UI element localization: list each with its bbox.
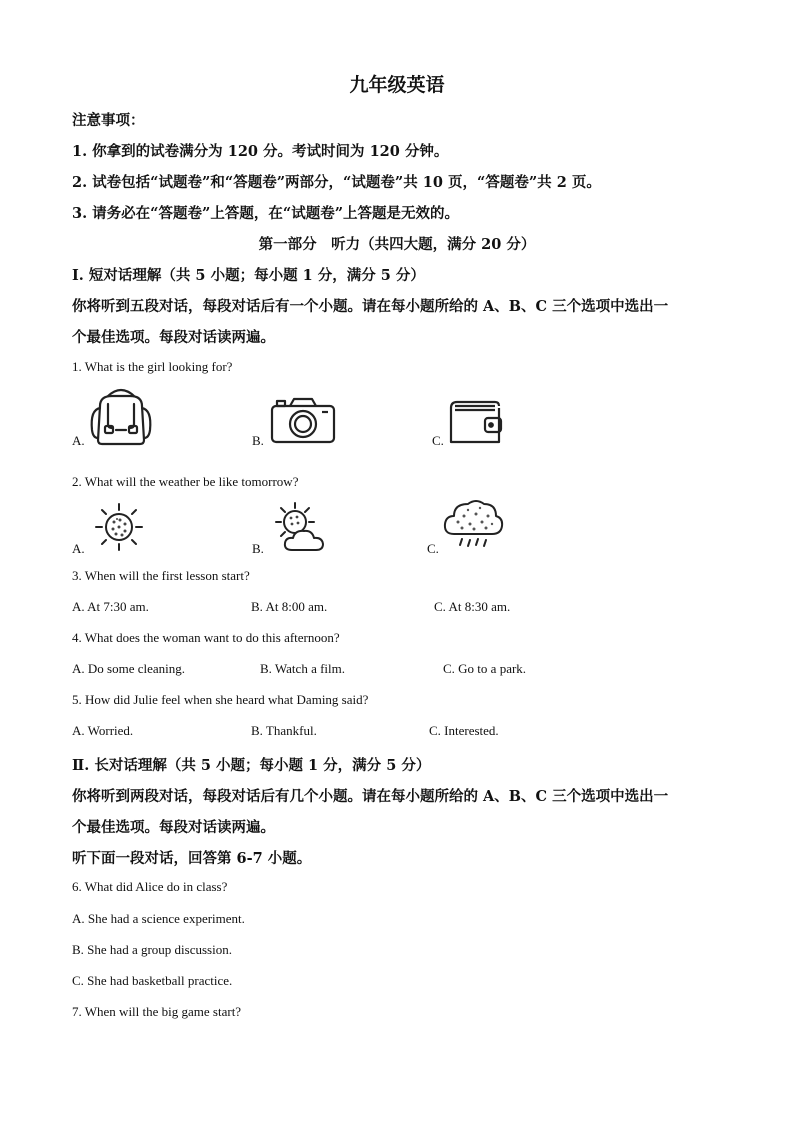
q5-option-c: C. Interested. [429,723,499,738]
q1-option-b-label: B. [252,433,264,448]
sun-cloud-icon [270,500,330,556]
q2-option-a-label: A. [72,541,85,556]
notice-item-3: 3. 请务必在“答题卷”上答题，在“试题卷”上答题是无效的。 [72,205,460,222]
q6-option-b: B. She had a group discussion. [72,942,232,957]
notice-item-2: 2. 试卷包括“试题卷”和“答题卷”两部分，“试题卷”共 10 页，“答题卷”共 2 页。 [72,174,601,191]
backpack-icon [86,386,156,448]
notice-heading: 注意事项： [72,112,145,129]
question-2: 2. What will the weather be like tomorrow? [72,474,299,489]
page-title: 九年级英语 [349,74,445,96]
q1-option-a-label: A. [72,433,85,448]
q3-option-c: C. At 8:30 am. [434,599,511,614]
section1-instructions-line1: 你将听到五段对话，每段对话后有一个小题。请在每小题所给的 A、B、C 三个选项中选出一 [72,298,669,315]
listen-note: 听下面一段对话，回答第 6-7 小题。 [72,850,312,867]
q2-option-b-label: B. [252,541,264,556]
question-5: 5. How did Julie feel when she heard what Daming said? [72,692,369,707]
section1-instructions-line2: 个最佳选项。每段对话读两遍。 [72,329,275,346]
q4-option-c: C. Go to a park. [443,661,527,676]
notice-item-1: 1. 你拿到的试卷满分为 120 分。考试时间为 120 分钟。 [72,143,449,160]
q2-option-c-label: C. [427,541,439,556]
section2-title: Ⅱ. 长对话理解（共 5 小题；每小题 1 分，满分 5 分） [72,757,431,774]
q1-option-c-label: C. [432,433,444,448]
q6-option-c: C. She had basketball practice. [72,973,233,988]
wallet-icon [447,398,503,446]
question-4: 4. What does the woman want to do this afternoon? [72,630,340,645]
q6-option-a: A. She had a science experiment. [72,911,245,926]
part1-title: 第一部分 听力（共四大题，满分 20 分） [258,236,536,253]
section2-instructions-line2: 个最佳选项。每段对话读两遍。 [72,819,275,836]
q5-option-b: B. Thankful. [251,723,317,738]
section2-instructions-line1: 你将听到两段对话，每段对话后有几个小题。请在每小题所给的 A、B、C 三个选项中选出一 [72,788,669,805]
q4-option-b: B. Watch a film. [260,661,346,676]
q3-option-a: A. At 7:30 am. [72,599,149,614]
question-7: 7. When will the big game start? [72,1004,242,1019]
q3-option-b: B. At 8:00 am. [251,599,328,614]
camera-icon [270,396,336,444]
rain-cloud-icon [442,496,504,554]
question-3: 3. When will the first lesson start? [72,568,250,583]
sun-icon [92,500,146,554]
question-1: 1. What is the girl looking for? [72,359,233,374]
question-6: 6. What did Alice do in class? [72,879,228,894]
q5-option-a: A. Worried. [72,723,134,738]
section1-title: Ⅰ. 短对话理解（共 5 小题；每小题 1 分，满分 5 分） [72,267,425,284]
q4-option-a: A. Do some cleaning. [72,661,186,676]
